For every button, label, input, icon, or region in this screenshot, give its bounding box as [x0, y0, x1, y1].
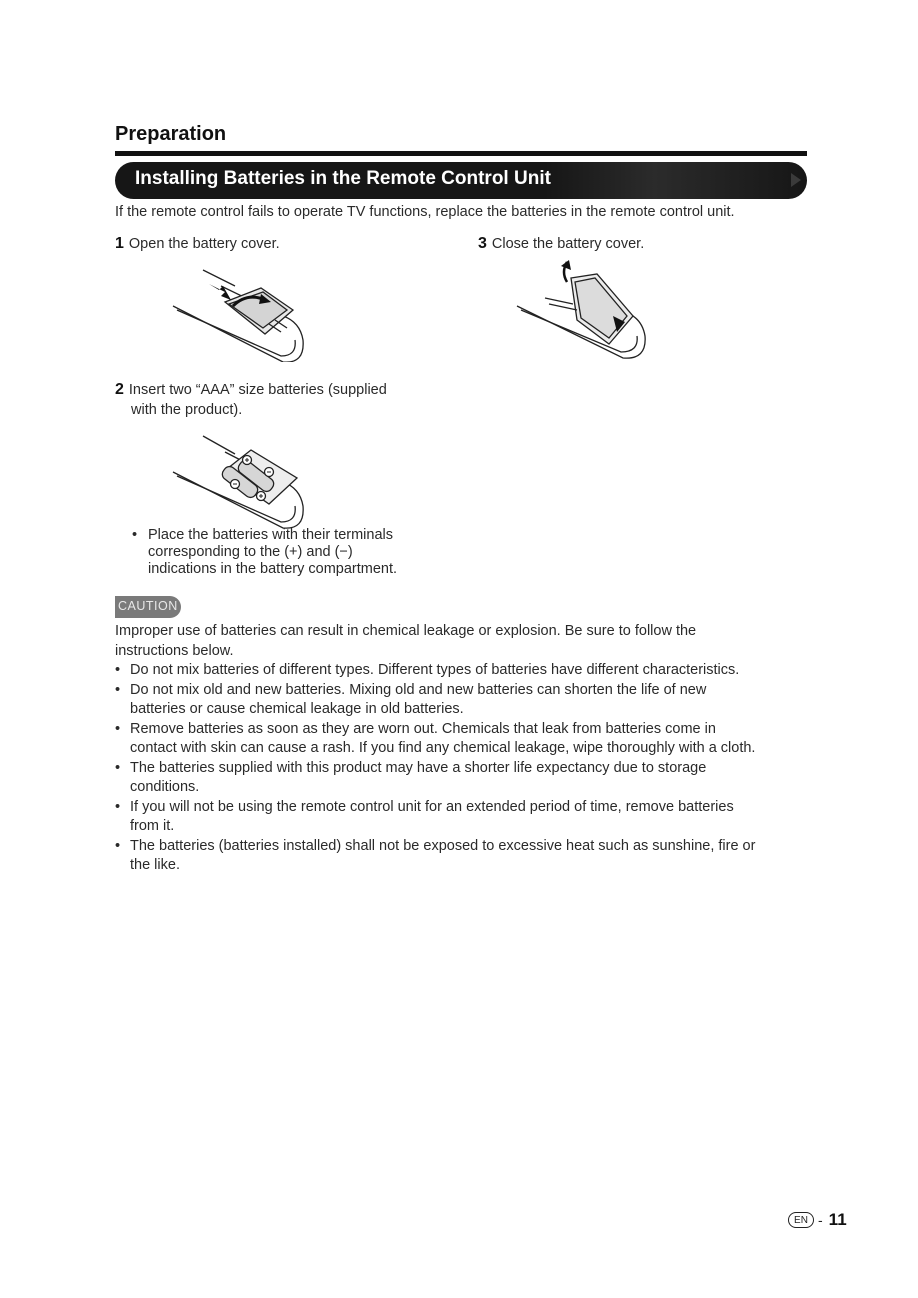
caution-intro-line2: instructions below. — [115, 642, 234, 659]
caution-item-5-line2: from it. — [130, 818, 175, 834]
bullet-icon: • — [115, 720, 121, 737]
bullet-icon: • — [115, 662, 121, 678]
section-title: Preparation — [115, 123, 227, 145]
caution-item-1-line1: Do not mix batteries of different types. Different types of batteries have different characteristics. — [130, 662, 740, 678]
battery-note — [132, 527, 432, 578]
page-footer — [788, 1208, 847, 1232]
language-badge: EN — [788, 1212, 814, 1228]
caution-item-5-line1: If you will not be using the remote control unit for an extended period of time, remove batteries — [130, 798, 734, 815]
step-2-number: 2 — [115, 381, 124, 398]
intro-text: If the remote control fails to operate TV functions, replace the batteries in the remote control unit. — [115, 204, 735, 220]
note-line1: Place the batteries with their terminals — [148, 527, 393, 543]
caution-body — [115, 622, 835, 876]
remote-insert-batteries-icon — [165, 430, 325, 530]
remote-open-cover-icon — [165, 262, 325, 362]
caution-item-4-line1: The batteries supplied with this product may have a shorter life expectancy due to storage — [130, 759, 707, 776]
step-3-text: Close the battery cover. — [491, 236, 645, 252]
note-line2: corresponding to the (+) and (−) — [148, 544, 353, 560]
step-1-text: Open the battery cover. — [128, 236, 280, 252]
note-bullet: • — [132, 527, 138, 543]
list-item — [115, 798, 835, 837]
caution-label: CAUTION — [118, 599, 178, 613]
list-item — [115, 720, 835, 759]
bullet-icon: • — [115, 681, 121, 698]
page-number: 11 — [828, 1210, 847, 1229]
bullet-icon: • — [115, 759, 121, 776]
caution-item-3-line2: contact with skin can cause a rash. If you find any chemical leakage, wipe thoroughly with a cloth. — [130, 740, 756, 756]
note-line3: indications in the battery compartment. — [148, 561, 398, 577]
section-rule — [115, 151, 807, 156]
step-1 — [115, 234, 280, 254]
caution-item-2-line2: batteries or cause chemical leakage in old batteries. — [130, 701, 464, 717]
step-2-text-line1: Insert two “AAA” size batteries (supplied — [128, 382, 387, 398]
bullet-icon: • — [115, 837, 121, 854]
bullet-icon: • — [115, 798, 121, 815]
section-banner — [115, 162, 807, 199]
list-item — [115, 661, 835, 681]
step-3-number: 3 — [478, 235, 487, 252]
remote-close-cover-icon — [505, 260, 665, 365]
caution-item-6-line2: the like. — [130, 857, 180, 873]
list-item — [115, 681, 835, 720]
caution-item-3-line1: Remove batteries as soon as they are worn out. Chemicals that leak from batteries come in — [130, 720, 716, 737]
footer-separator: - — [818, 1212, 823, 1228]
banner-title: Installing Batteries in the Remote Control Unit — [135, 168, 551, 189]
step-1-number: 1 — [115, 235, 124, 252]
step-2-text-line2: with the product). — [131, 402, 243, 418]
caution-item-4-line2: conditions. — [130, 779, 200, 795]
caution-item-2-line1: Do not mix old and new batteries. Mixing old and new batteries can shorten the life of new — [130, 681, 707, 698]
caution-list — [115, 661, 835, 876]
list-item — [115, 837, 835, 876]
list-item — [115, 759, 835, 798]
caution-item-6-line1: The batteries (batteries installed) shall not be exposed to excessive heat such as sunshine, fire or — [130, 837, 756, 854]
banner-arrow-icon — [791, 173, 801, 187]
step-3 — [478, 234, 644, 254]
caution-intro-line1: Improper use of batteries can result in chemical leakage or explosion. Be sure to follow the — [115, 623, 697, 639]
step-2 — [115, 380, 435, 420]
caution-badge — [115, 596, 181, 618]
